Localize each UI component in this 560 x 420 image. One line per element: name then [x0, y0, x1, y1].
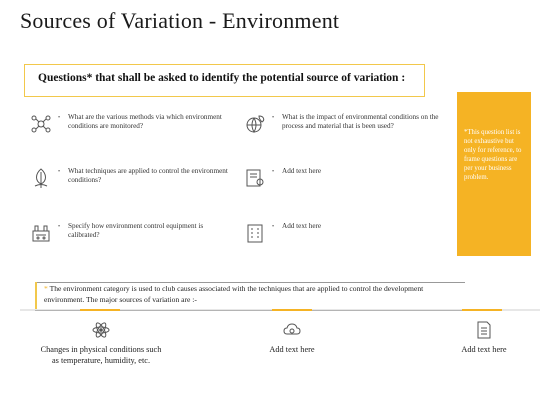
bullet: •	[58, 169, 61, 175]
page-title: Sources of Variation - Environment	[20, 8, 340, 33]
question-text: What are the various methods via which environment conditions are monitored?	[68, 113, 222, 130]
source-text: Add text here	[269, 345, 315, 354]
bullet: •	[272, 224, 275, 230]
source-physical-conditions	[38, 320, 164, 366]
cloud-gear-icon	[282, 320, 302, 340]
side-note-text: *This question list is not exhaustive but only for reference, to frame questions are per your business problem.	[464, 129, 522, 181]
info-star: *	[44, 284, 48, 293]
question-text: What techniques are applied to control the environment conditions?	[68, 167, 228, 184]
globe-leaf-icon	[244, 113, 266, 135]
info-text-block	[44, 283, 464, 305]
question-item-monitoring	[30, 113, 230, 137]
document-icon	[474, 320, 494, 340]
question-header: Questions* that shall be asked to identify the potential source of variation :	[38, 72, 406, 84]
source-add-text-1	[252, 320, 332, 355]
question-item-add-text-1	[244, 167, 454, 191]
question-item-calibration	[30, 222, 230, 246]
source-add-text-2	[444, 320, 524, 355]
question-item-techniques	[30, 167, 230, 191]
question-text: Add text here	[282, 222, 322, 230]
source-text: Add text here	[461, 345, 507, 354]
building-icon	[244, 222, 266, 244]
bullet: •	[272, 169, 275, 175]
question-item-impact	[244, 113, 454, 137]
leaf-icon	[30, 167, 52, 189]
question-text: What is the impact of environmental conditions on the process and material that is been used?	[282, 113, 439, 130]
question-text: Add text here	[282, 167, 322, 175]
info-accent-bar	[35, 282, 37, 309]
gear-network-icon	[30, 113, 52, 135]
info-text: The environment category is used to club causes associated with the techniques that are applied to control the development environment. The major sources of variation are :-	[44, 284, 424, 304]
question-text: Specify how environment control equipment is calibrated?	[68, 222, 204, 239]
bullet: •	[272, 115, 275, 121]
divider	[0, 308, 560, 312]
document-gear-icon	[244, 167, 266, 189]
bullet: •	[58, 115, 61, 121]
atom-icon	[91, 320, 111, 340]
bullet: •	[58, 224, 61, 230]
factory-equipment-icon	[30, 222, 52, 244]
source-text: Changes in physical conditions such as temperature, humidity, etc.	[40, 345, 162, 365]
question-item-add-text-2	[244, 222, 454, 246]
